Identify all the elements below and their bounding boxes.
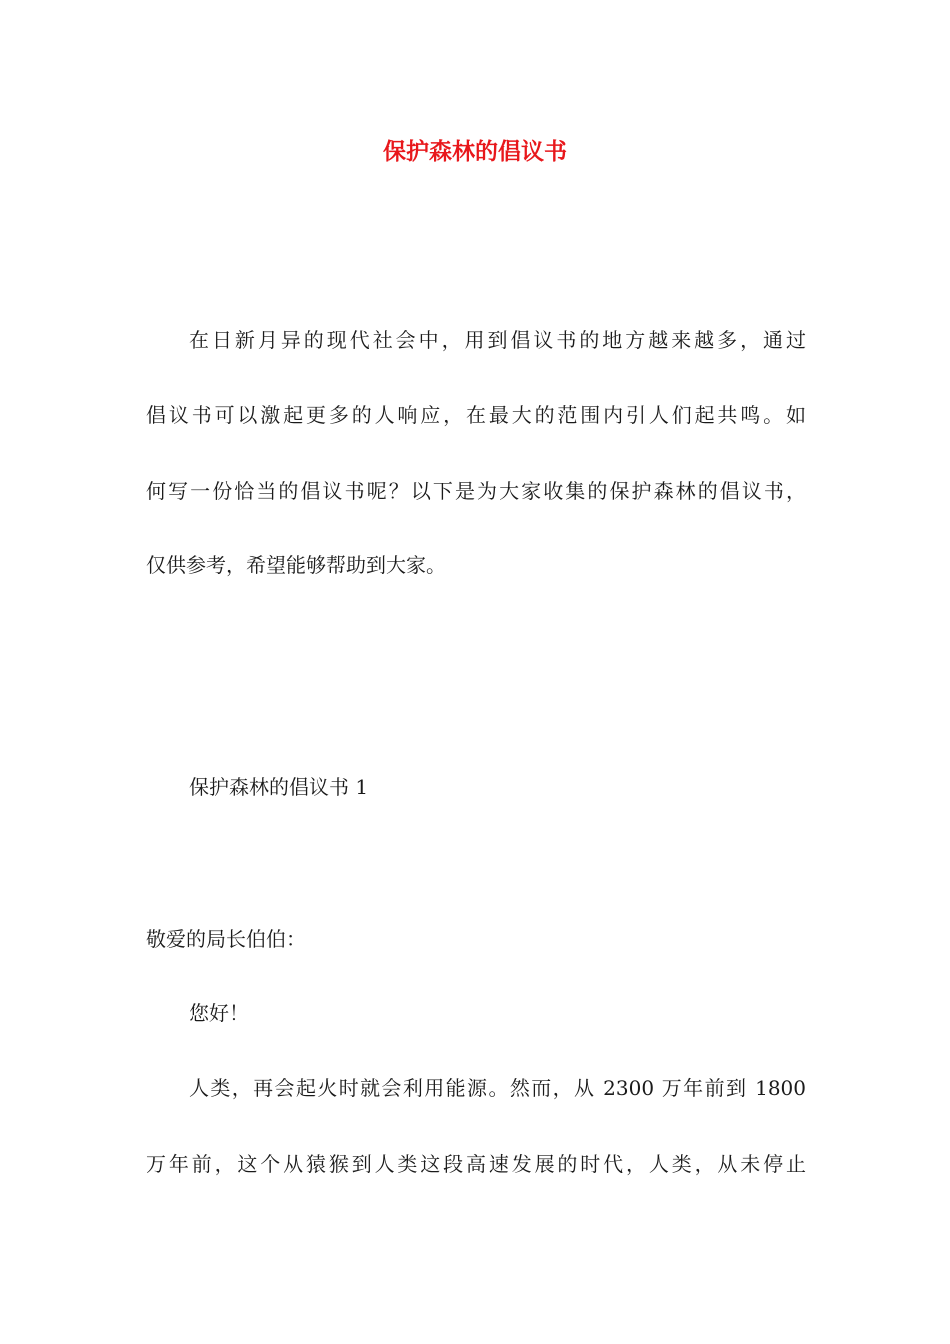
- salutation: 敬爱的局长伯伯：: [146, 927, 306, 951]
- greeting: 您好！: [189, 1001, 249, 1025]
- section-heading: 保护森林的倡议书 1: [189, 775, 369, 799]
- body-line-2: 万年前，这个从猿猴到人类这段高速发展的时代，人类，从未停止: [146, 1152, 806, 1176]
- body-line-1: 人类，再会起火时就会利用能源。然而，从 2300 万年前到 1800: [189, 1076, 806, 1100]
- document-title: 保护森林的倡议书: [383, 138, 567, 165]
- intro-line-4: 仅供参考，希望能够帮助到大家。: [146, 553, 446, 577]
- intro-line-2: 倡议书可以激起更多的人响应，在最大的范围内引人们起共鸣。如: [146, 403, 806, 427]
- intro-line-1: 在日新月异的现代社会中，用到倡议书的地方越来越多，通过: [189, 328, 806, 352]
- intro-line-3: 何写一份恰当的倡议书呢？以下是为大家收集的保护森林的倡议书，: [146, 479, 806, 503]
